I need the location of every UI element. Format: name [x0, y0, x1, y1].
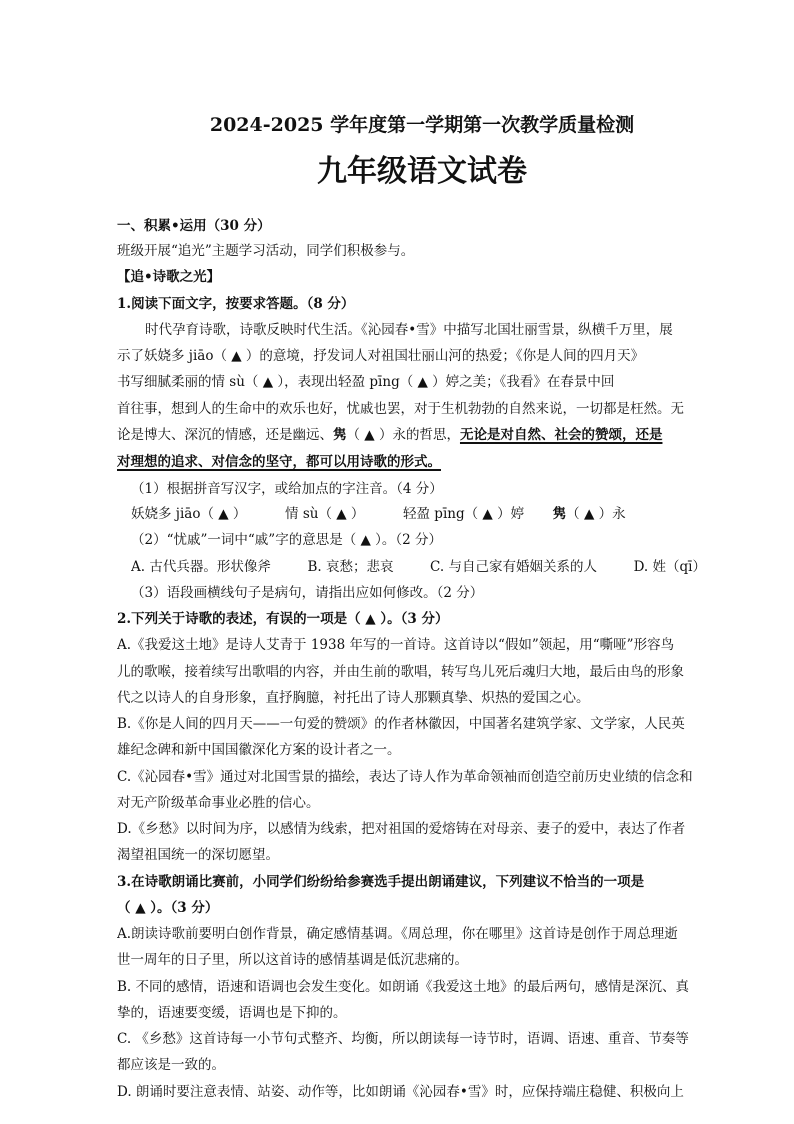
question-2-line: 儿的歌喉，接着续写出歌唱的内容，并由生前的歌唱，转写鸟儿死后魂归大地，最后由鸟的形象 — [117, 664, 684, 680]
dotted-char: 隽 — [333, 427, 347, 443]
option-c: C. 与自己家有婚姻关系的人 — [430, 559, 597, 575]
subquestion-2-options — [131, 557, 757, 577]
question-3-line: 都应该是一致的。 — [117, 1057, 225, 1073]
passage-line: 首往事，想到人的生命中的欢乐也好，忧戚也罢，对于生机勃勃的自然来说，一切都是枉然。无 — [117, 401, 684, 417]
question-3-line: B. 不同的感情，语速和语调也会发生变化。如朗诵《我爱这土地》的最后两句，感情是深沉、真 — [117, 979, 690, 995]
subquestion-1: （1）根据拼音写汉字，或给加点的字注音。（4 分） — [131, 481, 443, 497]
underlined-sentence: 无论是对自然、社会的赞颂，还是 — [459, 427, 663, 443]
answer-blank: 情 sù（ ▲ ） — [285, 506, 365, 522]
section-heading: 一、积累•运用（30 分） — [117, 218, 271, 234]
section-intro: 班级开展“追光”主题学习活动，同学们积极参与。 — [117, 243, 415, 259]
option-b: B. 哀愁；悲哀 — [307, 559, 394, 575]
dotted-char: 隽 — [552, 506, 567, 522]
part-label: 【追•诗歌之光】 — [117, 269, 221, 285]
subquestion-2: （2）“忧戚”一词中“戚”字的意思是（ ▲ ）。（2 分） — [131, 532, 443, 548]
exam-header-title: 2024-2025 学年度第一学期第一次教学质量检测 — [209, 114, 635, 136]
question-3-line: 世一周年的日子里，所以这首诗的感情基调是低沉悲痛的。 — [117, 952, 468, 968]
passage-text: 论是博大、深沉的情感，还是幽远、 — [117, 427, 333, 443]
option-d: D. 姓（qī） — [633, 559, 706, 575]
question-3-title: 3.在诗歌朗诵比赛前，小同学们纷纷给参赛选手提出朗诵建议，下列建议不恰当的一项是 — [117, 874, 645, 890]
question-2-line: 对无产阶级革命事业必胜的信心。 — [117, 795, 320, 811]
question-2-line: D.《乡愁》以时间为序，以感情为线索，把对祖国的爱熔铸在对母亲、妻子的爱中，表达了作者 — [117, 821, 686, 837]
question-2-line: A.《我爱这土地》是诗人艾青于 1938 年写的一首诗。这首诗以“假如”领起，用“嘶哑”形容鸟 — [117, 637, 675, 653]
passage-line — [117, 425, 757, 445]
question-3-line: D. 朗诵时要注意表情、站姿、动作等，比如朗诵《沁园春•雪》时，应保持端庄稳健、积极向上 — [117, 1084, 684, 1100]
question-2-line: C.《沁园春•雪》通过对北国雪景的描绘，表达了诗人作为革命领袖而创造空前历史业绩的信念和 — [117, 769, 693, 785]
question-3-line: C. 《乡愁》这首诗每一小节句式整齐、均衡，所以朗读每一诗节时，语调、语速、重音、节奏等 — [117, 1031, 689, 1047]
exam-subtitle: 九年级语文试卷 — [317, 154, 527, 189]
answer-blank: 轻盈 pīng（ ▲ ）婷 — [403, 506, 525, 522]
question-2-line: 渴望祖国统一的深切愿望。 — [117, 847, 279, 863]
answer-blank: （ ▲ ）永 — [566, 506, 626, 522]
question-2-line: 代之以诗人的自身形象，直抒胸臆，衬托出了诗人那颗真挚、炽热的爱国之心。 — [117, 690, 590, 706]
passage-line: 示了妖娆多 jiāo（ ▲ ）的意境，抒发词人对祖国壮丽山河的热爱；《你是人间的四月天》 — [117, 348, 645, 364]
answer-blank: 妖娆多 jiāo（ ▲ ） — [131, 506, 247, 522]
passage-line: 书写细腻柔丽的情 sù（ ▲ ），表现出轻盈 pīng（ ▲ ）婷之美；《我看》在春景中回 — [117, 374, 615, 390]
question-3-line: 挚的，语速要变缓，语调也是下抑的。 — [117, 1005, 347, 1021]
subquestion-3: （3）语段画横线句子是病句，请指出应如何修改。（2 分） — [131, 585, 484, 601]
passage-line — [117, 452, 757, 472]
passage-line: 时代孕育诗歌，诗歌反映时代生活。《沁园春•雪》中描写北国壮丽雪景，纵横千万里，展 — [145, 322, 673, 338]
question-2-line: B.《你是人间的四月天——一句爱的赞颂》的作者林徽因，中国著名建筑学家、文学家，人民英 — [117, 716, 685, 732]
subquestion-1-items — [131, 504, 757, 524]
underlined-sentence: 对理想的追求、对信念的坚守，都可以用诗歌的形式。 — [117, 454, 441, 470]
question-2-title: 2.下列关于诗歌的表述，有误的一项是（ ▲ ）。（3 分） — [117, 611, 449, 627]
option-a: A. 古代兵器。形状像斧 — [131, 559, 271, 575]
question-2-line: 雄纪念碑和新中国国徽深化方案的设计者之一。 — [117, 742, 401, 758]
question-3-line: A.朗读诗歌前要明白创作背景，确定感情基调。《周总理，你在哪里》这首诗是创作于周总理逝 — [117, 926, 678, 942]
question-3-title-continued: （ ▲ ）。（3 分） — [117, 900, 219, 916]
passage-text: （ ▲ ）永的哲思， — [346, 427, 460, 443]
question-1-title: 1.阅读下面文字，按要求答题。（8 分） — [117, 296, 355, 312]
